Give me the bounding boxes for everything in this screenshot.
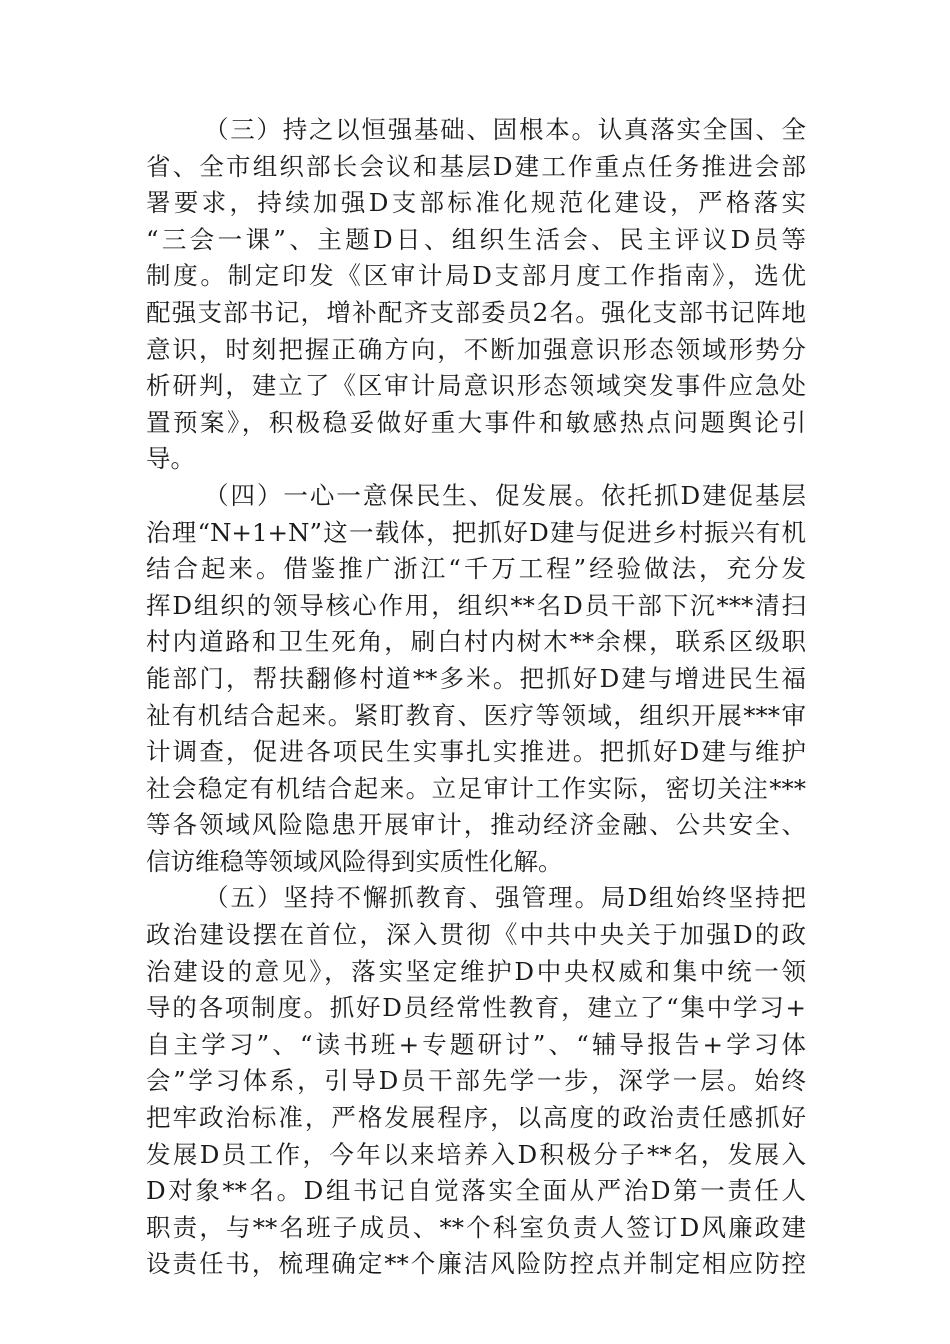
text-line: 村内道路和卫生死角，刷白村内树木**余棵，联系区级职: [146, 627, 806, 657]
text-line: 会”学习体系，引导D员干部先学一步，深学一层。始终: [146, 1066, 806, 1096]
text-line: 治理“N+1+N”这一载体，把抓好D建与促进乡村振兴有机: [146, 517, 806, 547]
text-line: 治建设的意见》，落实坚定维护D中央权威和集中统一领: [146, 956, 806, 986]
text-line: D对象**名。D组书记自觉落实全面从严治D第一责任人: [146, 1176, 806, 1206]
text-line: 信访维稳等领域风险得到实质性化解。: [146, 846, 563, 876]
text-line: 祉有机结合起来。紧盯教育、医疗等领域，组织开展***审: [146, 700, 806, 730]
text-line: 署要求，持续加强D支部标准化规范化建设，严格落实: [146, 188, 806, 218]
text-line: 析研判，建立了《区审计局意识形态领域突发事件应急处: [146, 371, 806, 401]
text-line: 计调查，促进各项民生实事扎实推进。把抓好D建与维护: [146, 737, 806, 767]
text-line: 政治建设摆在首位，深入贯彻《中共中央关于加强D的政: [146, 920, 806, 950]
text-line: 结合起来。借鉴推广浙江“千万工程”经验做法，充分发: [146, 554, 806, 584]
text-line: 制度。制定印发《区审计局D支部月度工作指南》，选优: [146, 261, 806, 291]
text-line: 配强支部书记，增补配齐支部委员2名。强化支部书记阵地: [146, 297, 806, 327]
text-line: 把牢政治标准，严格发展程序，以高度的政治责任感抓好: [146, 1103, 806, 1133]
text-line: （四）一心一意保民生、促发展。依托抓D建促基层: [204, 480, 806, 510]
text-line: 省、全市组织部长会议和基层D建工作重点任务推进会部: [146, 151, 806, 181]
text-line: 设责任书，梳理确定**个廉洁风险防控点并制定相应防控: [146, 1249, 806, 1279]
document-body: [146, 112, 806, 1283]
text-line: （三）持之以恒强基础、固根本。认真落实全国、全: [204, 115, 806, 144]
paragraph-section-3: [146, 112, 806, 478]
text-line: 职责，与**名班子成员、**个科室负责人签订D风廉政建: [146, 1212, 806, 1242]
text-line: “三会一课”、主题D日、组织生活会、民主评议D员等: [146, 224, 806, 254]
text-line: 挥D组织的领导核心作用，组织**名D员干部下沉***清扫: [146, 590, 806, 620]
text-line: 能部门，帮扶翻修村道**多米。把抓好D建与增进民生福: [146, 663, 806, 693]
text-line: 导。: [146, 444, 195, 474]
text-line: 导的各项制度。抓好D员经常性教育，建立了“集中学习+: [146, 993, 806, 1023]
text-line: 意识，时刻把握正确方向，不断加强意识形态领域形势分: [146, 334, 806, 364]
paragraph-section-4: [146, 478, 806, 881]
text-line: 社会稳定有机结合起来。立足审计工作实际，密切关注***: [146, 773, 806, 803]
text-line: 等各领域风险隐患开展审计，推动经济金融、公共安全、: [146, 810, 806, 840]
text-line: 自主学习”、“读书班+专题研讨”、“辅导报告+学习体: [146, 1029, 806, 1059]
text-line: （五）坚持不懈抓教育、强管理。局D组始终坚持把: [204, 883, 806, 913]
text-line: 发展D员工作，今年以来培养入D积极分子**名，发展入: [146, 1139, 806, 1169]
paragraph-section-5: [146, 880, 806, 1283]
text-line: 置预案》，积极稳妥做好重大事件和敏感热点问题舆论引: [146, 407, 806, 437]
